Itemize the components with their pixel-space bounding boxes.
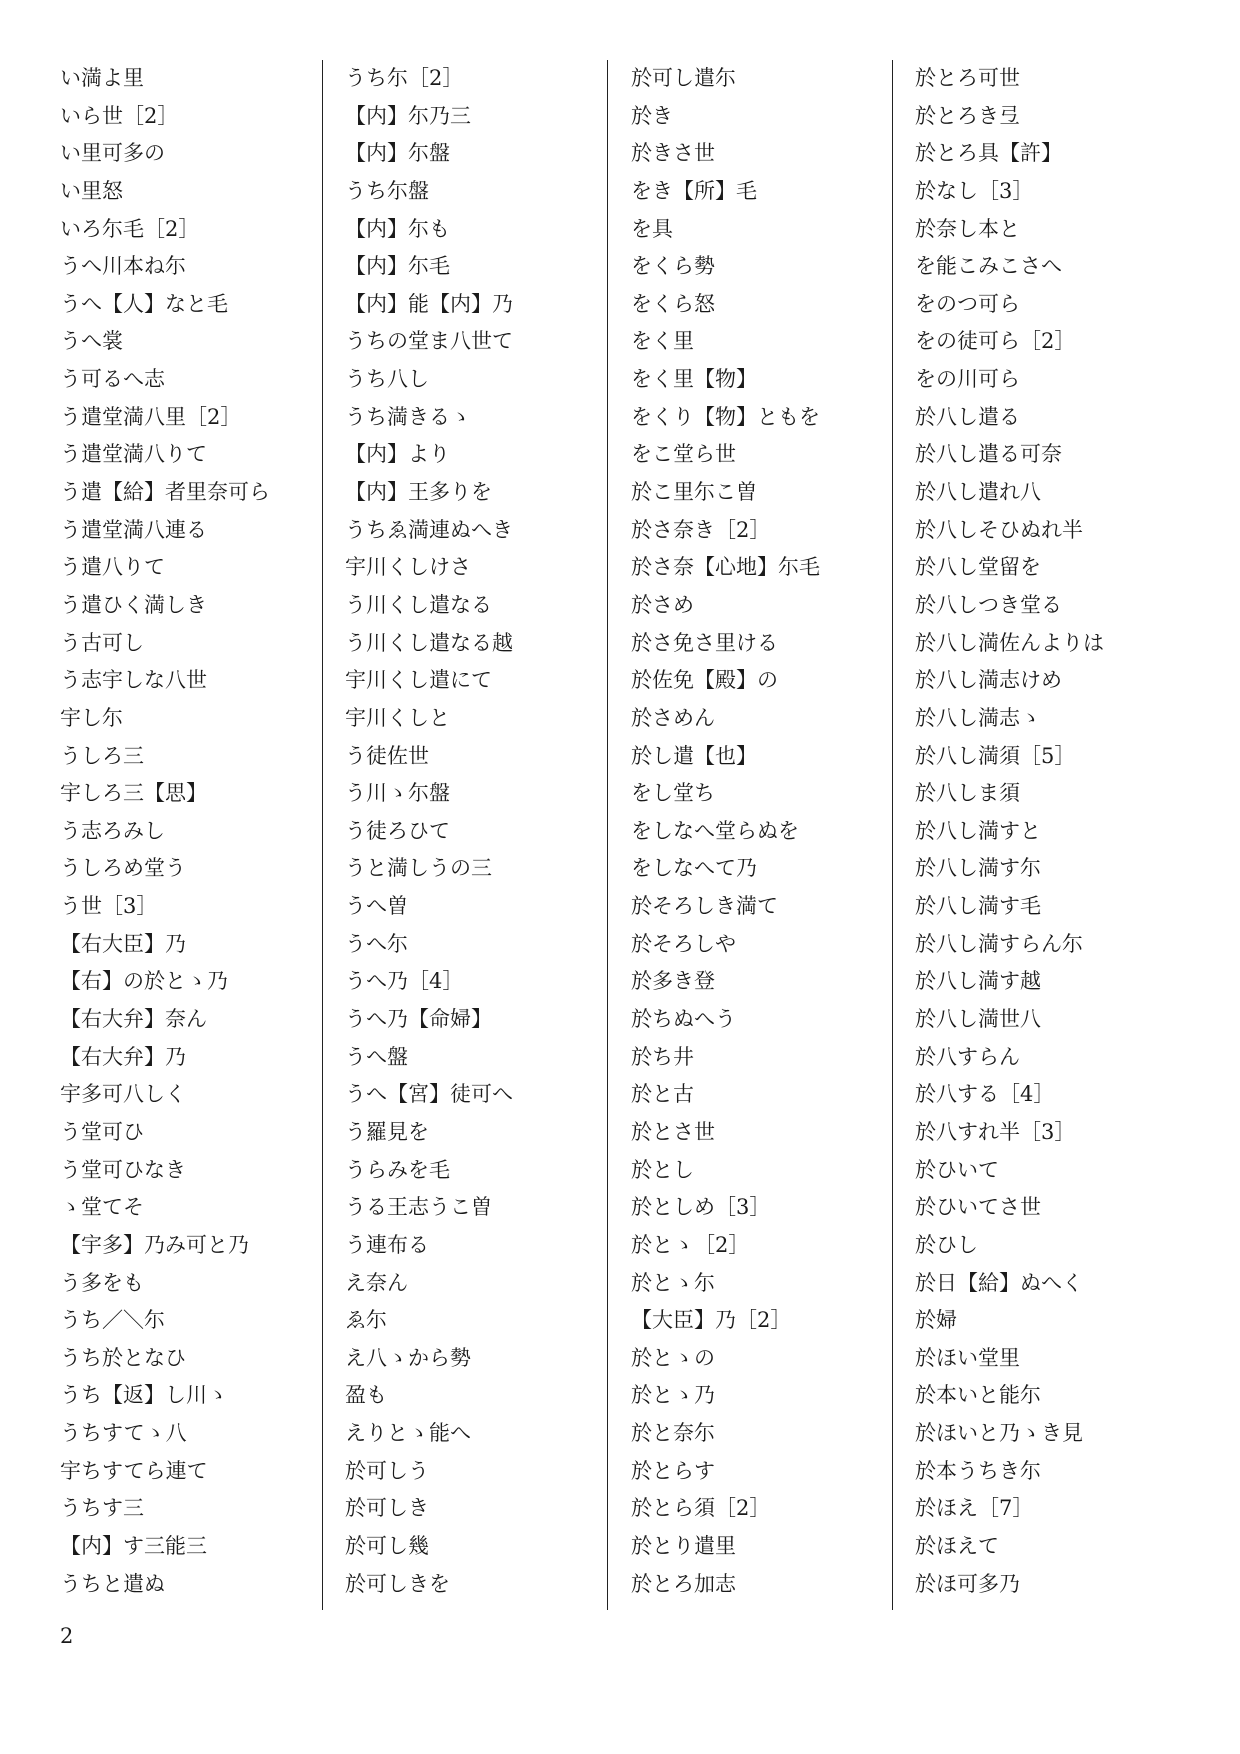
index-entry: う遣八りて bbox=[60, 555, 165, 580]
index-entry: 於八し満志けめ bbox=[915, 668, 1062, 693]
index-entry: 宇し尓 bbox=[60, 705, 123, 730]
index-entry: をし堂ち bbox=[631, 781, 715, 806]
index-entry: 於婦 bbox=[915, 1308, 957, 1333]
index-entry: 於ひし bbox=[915, 1232, 978, 1257]
index-entry: うちと遣ぬ bbox=[60, 1571, 165, 1596]
index-entry: 於八する［4］ bbox=[915, 1082, 1055, 1107]
index-entry: え奈ん bbox=[345, 1270, 408, 1295]
index-entry: 於さめん bbox=[631, 705, 715, 730]
index-entry: 於八し堂留を bbox=[915, 555, 1041, 580]
index-entry: 於可し遣尓 bbox=[631, 66, 736, 90]
index-entry: 於八し満志ゝ bbox=[915, 705, 1041, 730]
index-entry: 【右大弁】乃 bbox=[60, 1044, 186, 1069]
index-entry: をくり【物】ともを bbox=[631, 404, 820, 429]
index-entry: 於可しきを bbox=[345, 1571, 450, 1596]
index-entry: うちゑ満連ぬへき bbox=[345, 517, 513, 542]
index-entry: 於とろ可世 bbox=[915, 66, 1020, 90]
index-entry: 【宇多】乃み可と乃 bbox=[60, 1232, 249, 1257]
index-entry: う川くし遣なる bbox=[345, 592, 492, 617]
index-entry: う羅見を bbox=[345, 1119, 429, 1144]
index-entry: う志宇しな八世 bbox=[60, 668, 207, 693]
index-entry: をこ堂ら世 bbox=[631, 442, 736, 467]
index-entry: 【内】より bbox=[345, 442, 450, 467]
index-entry: 於八し遣る可奈 bbox=[915, 442, 1062, 467]
index-entry: 於八し満世八 bbox=[915, 1007, 1041, 1032]
index-column-4 bbox=[915, 60, 1185, 1603]
index-entry: 於八すれ半［3］ bbox=[915, 1119, 1076, 1144]
index-entry: うらみを毛 bbox=[345, 1157, 450, 1182]
index-entry: 於とゝ乃 bbox=[631, 1383, 715, 1408]
index-entry: 於とろ加志 bbox=[631, 1571, 736, 1596]
index-entry: 於とろき弖 bbox=[915, 103, 1020, 128]
index-entry: 【内】尓盤 bbox=[345, 141, 450, 166]
index-column-2 bbox=[345, 60, 615, 1603]
index-entry: をき【所】毛 bbox=[631, 178, 757, 203]
index-entry: う連布る bbox=[345, 1232, 429, 1257]
index-entry: 於さ奈き［2］ bbox=[631, 517, 771, 542]
index-entry: 於さ免さ里ける bbox=[631, 630, 778, 655]
index-entry: を具 bbox=[631, 216, 673, 241]
index-entry: う遣堂満八里［2］ bbox=[60, 404, 242, 429]
index-entry: う多をも bbox=[60, 1270, 144, 1295]
index-entry: う川くし遣なる越 bbox=[345, 630, 513, 655]
index-column-3 bbox=[631, 60, 901, 1603]
index-entry: 於八し満須［5］ bbox=[915, 743, 1076, 768]
index-entry: 【内】尓毛 bbox=[345, 254, 450, 279]
index-entry: 於としめ［3］ bbox=[631, 1195, 771, 1220]
index-entry: をの徒可ら［2］ bbox=[915, 329, 1076, 354]
index-entry: うちす三 bbox=[60, 1496, 144, 1521]
index-entry: う遣ひく満しき bbox=[60, 592, 207, 617]
index-entry: 於可し幾 bbox=[345, 1533, 429, 1558]
index-entry: 於とゝの bbox=[631, 1345, 715, 1370]
index-entry: 於ほいと乃ゝき見 bbox=[915, 1421, 1083, 1446]
index-entry: 於多き登 bbox=[631, 969, 715, 994]
index-entry: う堂可ひなき bbox=[60, 1157, 186, 1182]
index-entry: 於八し満す越 bbox=[915, 969, 1041, 994]
index-entry: 於とり遣里 bbox=[631, 1533, 736, 1558]
index-entry: うち【返】し川ゝ bbox=[60, 1383, 228, 1408]
index-entry: 於さめ bbox=[631, 592, 694, 617]
index-entry: うへ【宮】徒可へ bbox=[345, 1082, 513, 1107]
index-entry: 宇多可八しく bbox=[60, 1082, 186, 1107]
index-entry: 於八し遣れ八 bbox=[915, 480, 1041, 505]
index-entry: うちすてゝ八 bbox=[60, 1421, 187, 1446]
index-entry: 於なし［3］ bbox=[915, 178, 1034, 203]
index-entry: 宇川くしけさ bbox=[345, 555, 471, 580]
index-entry: 於奈し本と bbox=[915, 216, 1020, 241]
index-entry: 於と奈尓 bbox=[631, 1421, 715, 1446]
index-entry: 於きさ世 bbox=[631, 141, 715, 166]
index-entry: うち／＼尓 bbox=[60, 1308, 165, 1333]
index-entry: 於八しそひぬれ半 bbox=[915, 517, 1083, 542]
index-entry: 於とらす bbox=[631, 1458, 715, 1483]
index-entry: い満よ里 bbox=[60, 66, 144, 90]
index-entry: 於ひいて bbox=[915, 1157, 999, 1182]
index-entry: 宇しろ三【思】 bbox=[60, 781, 207, 806]
index-entry: 【大臣】乃［2］ bbox=[631, 1308, 792, 1333]
index-entry: う徒佐世 bbox=[345, 743, 429, 768]
index-entry: う川ゝ尓盤 bbox=[345, 781, 450, 806]
index-entry: をくら勢 bbox=[631, 254, 715, 279]
index-entry: をのつ可ら bbox=[915, 291, 1020, 316]
index-entry: 宇ちすてら連て bbox=[60, 1458, 208, 1483]
index-entry: えりとゝ能へ bbox=[345, 1421, 471, 1446]
index-entry: 於ひいてさ世 bbox=[915, 1195, 1041, 1220]
index-entry: い里可多の bbox=[60, 141, 165, 166]
index-entry: を能こみこさへ bbox=[915, 254, 1062, 279]
index-entry: 【内】す三能三 bbox=[60, 1533, 207, 1558]
index-entry: う世［3］ bbox=[60, 894, 158, 919]
index-entry: 盈も bbox=[345, 1383, 387, 1408]
index-entry: うへ川本ね尓 bbox=[60, 254, 186, 279]
index-entry: 【右大弁】奈ん bbox=[60, 1007, 207, 1032]
index-entry: いら世［2］ bbox=[60, 103, 179, 128]
index-entry: 於とら須［2］ bbox=[631, 1496, 771, 1521]
index-entry: う遣堂満八連る bbox=[60, 517, 207, 542]
index-entry: 於とろ具【許】 bbox=[915, 141, 1062, 166]
index-entry: う古可し bbox=[60, 630, 144, 655]
index-entry: 於そろしき満て bbox=[631, 894, 778, 919]
index-entry: 於そろしや bbox=[631, 931, 736, 956]
index-entry: 於八し満す尓 bbox=[915, 856, 1041, 881]
index-entry: う可るへ志 bbox=[60, 367, 165, 392]
index-entry: 於八し遣る bbox=[915, 404, 1020, 429]
index-entry: 宇川くしと bbox=[345, 705, 450, 730]
index-entry: をしなへ堂らぬを bbox=[631, 818, 799, 843]
index-entry: う徒ろひて bbox=[345, 818, 450, 843]
index-entry: をくら怒 bbox=[631, 291, 715, 316]
index-entry: うへ【人】なと毛 bbox=[60, 291, 228, 316]
index-entry: 於本うちき尓 bbox=[915, 1458, 1041, 1483]
index-entry: い里怒 bbox=[60, 178, 123, 203]
index-entry: 於八し満すと bbox=[915, 818, 1041, 843]
index-entry: うしろ三 bbox=[60, 743, 144, 768]
index-entry: うへ乃【命婦】 bbox=[345, 1007, 492, 1032]
index-entry: うる王志うこ曽 bbox=[345, 1195, 492, 1220]
index-entry: 於八しつき堂る bbox=[915, 592, 1062, 617]
index-entry: うへ尓 bbox=[345, 931, 408, 956]
index-entry: うへ盤 bbox=[345, 1044, 408, 1069]
index-entry: 於とし bbox=[631, 1157, 694, 1182]
index-entry: うち尓盤 bbox=[345, 178, 429, 203]
index-entry: 於ほい堂里 bbox=[915, 1345, 1020, 1370]
index-entry: 於八しま須 bbox=[915, 781, 1020, 806]
index-entry: をしなへて乃 bbox=[631, 856, 757, 881]
index-entry: 於八し満佐んよりは bbox=[915, 630, 1104, 655]
index-entry: うと満しうの三 bbox=[345, 856, 492, 881]
index-entry: う志ろみし bbox=[60, 818, 165, 843]
index-entry: うち満きるゝ bbox=[345, 404, 471, 429]
index-entry: をく里【物】 bbox=[631, 367, 757, 392]
index-entry: 於と古 bbox=[631, 1082, 694, 1107]
index-entry: うへ乃［4］ bbox=[345, 969, 464, 994]
index-entry: 於可しう bbox=[345, 1458, 429, 1483]
index-entry: 【内】尓も bbox=[345, 216, 450, 241]
index-entry: 於とさ世 bbox=[631, 1119, 715, 1144]
index-entry: 【右】の於とゝ乃 bbox=[60, 969, 228, 994]
index-entry: 於ち井 bbox=[631, 1044, 694, 1069]
page-number: 2 bbox=[60, 1624, 74, 1648]
index-entry: う堂可ひ bbox=[60, 1119, 144, 1144]
index-entry: うちの堂ま八世て bbox=[345, 329, 513, 354]
index-entry: う遣【給】者里奈可ら bbox=[60, 480, 270, 505]
column-divider-1 bbox=[322, 60, 323, 1610]
index-entry: 【内】王多りを bbox=[345, 480, 492, 505]
index-entry: 於日【給】ぬへく bbox=[915, 1270, 1083, 1295]
index-entry: 於八し満すらん尓 bbox=[915, 931, 1083, 956]
index-entry: 於ちぬへう bbox=[631, 1007, 736, 1032]
index-entry: うち於となひ bbox=[60, 1345, 186, 1370]
index-entry: 於ほえて bbox=[915, 1533, 999, 1558]
index-entry: うしろめ堂う bbox=[60, 856, 186, 881]
index-entry: 於ほえ［7］ bbox=[915, 1496, 1034, 1521]
index-entry: ゑ尓 bbox=[345, 1308, 387, 1333]
index-entry: 於とゝ尓 bbox=[631, 1270, 715, 1295]
index-entry: 【内】能【内】乃 bbox=[345, 291, 513, 316]
index-entry: 於本いと能尓 bbox=[915, 1383, 1041, 1408]
index-entry: うち八し bbox=[345, 367, 429, 392]
index-entry: 於佐免【殿】の bbox=[631, 668, 778, 693]
column-divider-2 bbox=[607, 60, 608, 1610]
index-entry: う遣堂満八りて bbox=[60, 442, 207, 467]
index-entry: 於ほ可多乃 bbox=[915, 1571, 1020, 1596]
index-entry: うへ裳 bbox=[60, 329, 123, 354]
index-entry: 於八し満す毛 bbox=[915, 894, 1041, 919]
column-divider-3 bbox=[892, 60, 893, 1610]
index-entry: 於こ里尓こ曽 bbox=[631, 480, 757, 505]
index-entry: うへ曽 bbox=[345, 894, 408, 919]
index-entry: 宇川くし遣にて bbox=[345, 668, 492, 693]
index-entry: 【右大臣】乃 bbox=[60, 931, 186, 956]
index-entry: 於さ奈【心地】尓毛 bbox=[631, 555, 820, 580]
index-entry: いろ尓毛［2］ bbox=[60, 216, 200, 241]
index-column-1 bbox=[60, 60, 330, 1603]
index-entry: 於とゝ［2］ bbox=[631, 1232, 750, 1257]
index-entry: をく里 bbox=[631, 329, 694, 354]
index-entry: 於し遣【也】 bbox=[631, 743, 757, 768]
index-entry: ゝ堂てそ bbox=[60, 1195, 144, 1220]
index-entry: 於八すらん bbox=[915, 1044, 1020, 1069]
index-entry: え八ゝから勢 bbox=[345, 1345, 471, 1370]
index-entry: うち尓［2］ bbox=[345, 66, 464, 90]
index-entry: 【内】尓乃三 bbox=[345, 103, 471, 128]
index-entry: 於き bbox=[631, 103, 673, 128]
index-entry: 於可しき bbox=[345, 1496, 429, 1521]
index-entry: をの川可ら bbox=[915, 367, 1020, 392]
